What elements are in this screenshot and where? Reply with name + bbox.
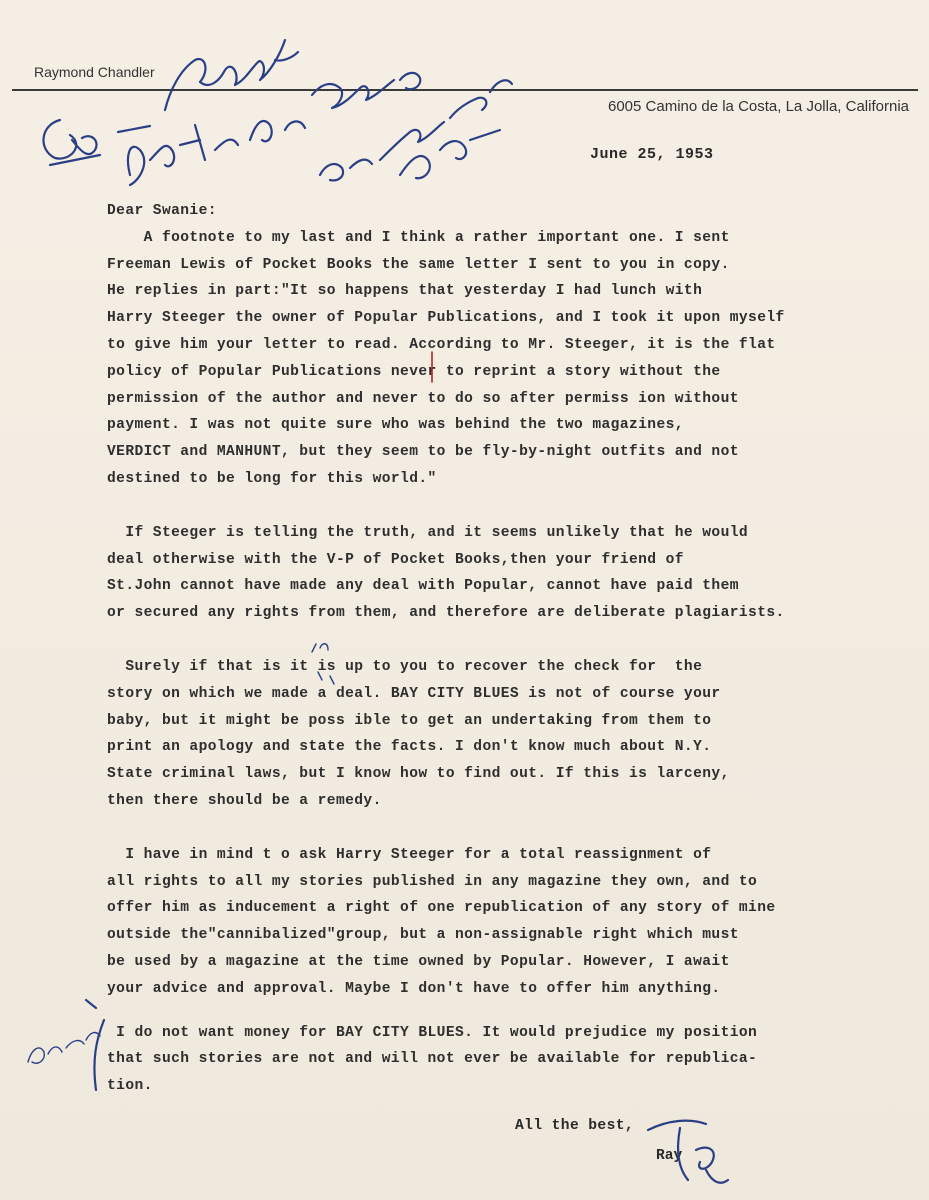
paragraph-line: offer him as inducement a right of one republication of any story of mine [107, 900, 776, 917]
paragraph-line: then there should be a remedy. [107, 792, 382, 809]
ink-word-3 [250, 73, 420, 141]
paragraph-line: your advice and approval. Maybe I don't have to offer him anything. [107, 980, 721, 997]
paragraph-gap [107, 1003, 897, 1020]
ink-word-1 [165, 40, 298, 110]
paragraph-line: He replies in part:"It so happens that yesterday I had lunch with [107, 283, 703, 300]
paragraph-line: I do not want money for BAY CITY BLUES. It would prejudice my position [107, 1024, 758, 1041]
paragraph-line: permission of the author and never to do so after permiss ion without [107, 390, 739, 407]
ink-scrawl-initials [44, 120, 100, 165]
typed-signature: Ray [656, 1148, 683, 1164]
paragraph-line: Surely if that is it is up to you to recover the check for the [107, 658, 703, 675]
paragraph-line: tion. [107, 1078, 153, 1095]
paragraph-line: Freeman Lewis of Pocket Books the same letter I sent to you in copy. [107, 256, 730, 273]
ink-word-4 [320, 80, 512, 180]
paragraph-line: or secured any rights from them, and therefore are deliberate plagiarists. [107, 605, 785, 622]
paragraph-line: be used by a magazine at the time owned by Popular. However, I await [107, 953, 730, 970]
paragraph-gap [107, 627, 897, 654]
paragraph-line: Harry Steeger the owner of Popular Publications, and I took it upon myself [107, 310, 785, 327]
paragraph-line: VERDICT and MANHUNT, but they seem to be fly-by-night outfits and not [107, 444, 739, 461]
paragraph-line: print an apology and state the facts. I don't know much about N.Y. [107, 739, 712, 756]
letterhead-rule [12, 89, 918, 91]
paragraph-line: payment. I was not quite sure who was behind the two magazines, [107, 417, 684, 434]
letterhead-name: Raymond Chandler [34, 64, 155, 80]
paragraph-line: that such stories are not and will not ever be available for republica- [107, 1051, 758, 1068]
paragraph-gap [107, 493, 897, 520]
salutation: Dear Swanie: [107, 203, 217, 219]
ink-margin-bracket [86, 1000, 104, 1090]
paragraph-gap [107, 815, 897, 842]
paragraph-line: deal otherwise with the V-P of Pocket Books,then your friend of [107, 551, 684, 568]
paragraph-line: story on which we made a deal. BAY CITY BLUES is not of course your [107, 685, 721, 702]
ink-word-2 [128, 125, 238, 185]
ink-word-5 [400, 130, 500, 178]
paragraph-line: baby, but it might be poss ible to get an undertaking from them to [107, 712, 712, 729]
paragraph-line: State criminal laws, but I know how to find out. If this is larceny, [107, 766, 730, 783]
paragraph-line: to give him your letter to read. According to Mr. Steeger, it is the flat [107, 336, 776, 353]
letter-date: June 25, 1953 [590, 146, 714, 163]
ink-dash [118, 126, 150, 132]
letter-body [107, 198, 897, 1100]
paragraph-line: all rights to all my stories published in any magazine they own, and to [107, 873, 758, 890]
ink-margin-word [28, 1033, 100, 1064]
paragraph-line: If Steeger is telling the truth, and it seems unlikely that he would [107, 524, 749, 541]
paragraph-line: policy of Popular Publications never to reprint a story without the [107, 363, 721, 380]
letterhead-address: 6005 Camino de la Costa, La Jolla, California [607, 98, 909, 115]
closing: All the best, [515, 1118, 635, 1134]
paragraph-line: A footnote to my last and I think a rather important one. I sent [107, 229, 730, 246]
paragraph-line: outside the"cannibalized"group, but a non-assignable right which must [107, 927, 739, 944]
paragraph-line: St.John cannot have made any deal with Popular, cannot have paid them [107, 578, 739, 595]
paragraph-line: destined to be long for this world." [107, 470, 437, 487]
paragraph-line: I have in mind t o ask Harry Steeger for a total reassignment of [107, 846, 712, 863]
